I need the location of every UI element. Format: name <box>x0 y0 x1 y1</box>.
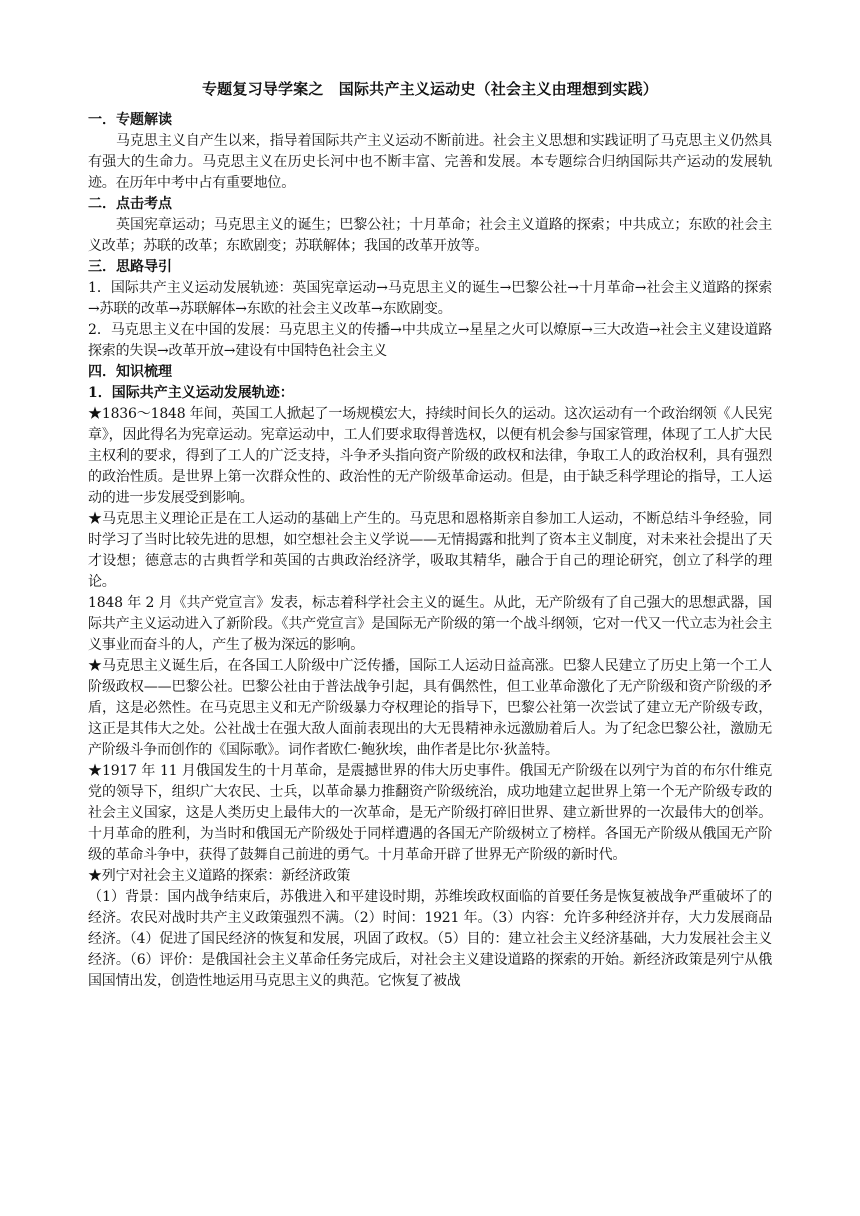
paragraph: （1）背景：国内战争结束后，苏俄进入和平建设时期，苏维埃政权面临的首要任务是恢复被战争严重破坏了的经济。农民对战时共产主义政策强烈不满。（2）时间：1921 年。（3）内容：允许多种经济并存，大力发展商品经济。（4）促进了国民经济的恢复和发展，巩固了政权。（5）目的：建立社会主义经济基础，大力发展社会主义经济。（6）评价：是俄国社会主义革命任务完成后，对社会主义建设道路的探索的开始。新经济政策是列宁从俄国国情出发，创造性地运用马克思主义的典范。它恢复了被战 <box>88 889 772 989</box>
paragraph: ★列宁对社会主义道路的探索：新经济政策 <box>88 868 351 884</box>
section-heading-guide: 三．思路导引 <box>88 259 172 275</box>
paragraph: 马克思主义自产生以来，指导着国际共产主义运动不断前进。社会主义思想和实践证明了马克思主义仍然具有强大的生命力。马克思主义在历史长河中也不断丰富、完善和发展。本专题综合归纳国际共产运动的发展轨迹。在历年中考中占有重要地位。 <box>88 133 772 191</box>
paragraph: ★1917 年 11 月俄国发生的十月革命，是震撼世界的伟大历史事件。俄国无产阶级在以列宁为首的布尔什维克党的领导下，组织广大农民、士兵，以革命暴力推翻资产阶级统治，成功地建立起世界上第一个无产阶级专政的社会主义国家，这是人类历史上最伟大的一次革命，是无产阶级打碎旧世界、建立新世界的一次最伟大的创举。十月革命的胜利，为当时和俄国无产阶级处于同样遭遇的各国无产阶级树立了榜样。各国无产阶级从俄国无产阶级的革命斗争中，获得了鼓舞自己前进的勇气。十月革命开辟了世界无产阶级的新时代。 <box>88 763 772 863</box>
section-heading-key-points: 二．点击考点 <box>88 196 172 212</box>
subsection-heading: 1．国际共产主义运动发展轨迹： <box>88 385 294 401</box>
paragraph: ★马克思主义理论正是在工人运动的基础上产生的。马克思和恩格斯亲自参加工人运动，不断总结斗争经验，同时学习了当时比较先进的思想，如空想社会主义学说——无情揭露和批判了资本主义制度，对未来社会提出了天才设想；德意志的古典哲学和英国的古典政治经济学，吸取其精华，融合于自己的理论研究，创立了科学的理论。 <box>88 511 772 590</box>
paragraph: ★马克思主义诞生后，在各国工人阶级中广泛传播，国际工人运动日益高涨。巴黎人民建立了历史上第一个工人阶级政权——巴黎公社。巴黎公社由于普法战争引起，具有偶然性，但工业革命激化了无产阶级和资产阶级的矛盾，这是必然性。在马克思主义和无产阶级暴力夺权理论的指导下，巴黎公社第一次尝试了建立无产阶级专政，这正是其伟大之处。公社战士在强大敌人面前表现出的大无畏精神永远激励着后人。为了纪念巴黎公社，激励无产阶级斗争而创作的《国际歌》。词作者欧仁·鲍狄埃，曲作者是比尔·狄盖特。 <box>88 658 772 758</box>
paragraph: 2．马克思主义在中国的发展：马克思主义的传播→中共成立→星星之火可以燎原→三大改造→社会主义建设道路探索的失误→改革开放→建设有中国特色社会主义 <box>88 322 772 359</box>
section-heading-interpretation: 一．专题解读 <box>88 112 172 128</box>
paragraph: 1．国际共产主义运动发展轨迹：英国宪章运动→马克思主义的诞生→巴黎公社→十月革命→社会主义道路的探索→苏联的改革→苏联解体→东欧的社会主义改革→东欧剧变。 <box>88 280 772 317</box>
paragraph: 1848 年 2 月《共产党宣言》发表，标志着科学社会主义的诞生。从此，无产阶级有了自己强大的思想武器，国际共产主义运动进入了新阶段。《共产党宣言》是国际无产阶级的第一个战斗纲领，它对一代又一代立志为社会主义事业而奋斗的人，产生了极为深远的影响。 <box>88 595 772 653</box>
section-heading-knowledge: 四．知识梳理 <box>88 364 172 380</box>
paragraph: 英国宪章运动；马克思主义的诞生；巴黎公社；十月革命；社会主义道路的探索；中共成立；东欧的社会主义改革；苏联的改革；东欧剧变；苏联解体；我国的改革开放等。 <box>88 217 772 254</box>
document-title: 专题复习导学案之 国际共产主义运动史（社会主义由理想到实践） <box>201 80 658 98</box>
paragraph: ★1836～1848 年间，英国工人掀起了一场规模宏大，持续时间长久的运动。这次运动有一个政治纲领《人民宪章》，因此得名为宪章运动。宪章运动中，工人们要求取得普选权，以便有机会参与国家管理，体现了工人扩大民主权利的要求，得到了工人的广泛支持，斗争矛头指向资产阶级的政权和法律，争取工人的政治权利，具有强烈的政治性质。是世界上第一次群众性的、政治性的无产阶级革命运动。但是，由于缺乏科学理论的指导，工人运动的进一步发展受到影响。 <box>88 406 772 506</box>
